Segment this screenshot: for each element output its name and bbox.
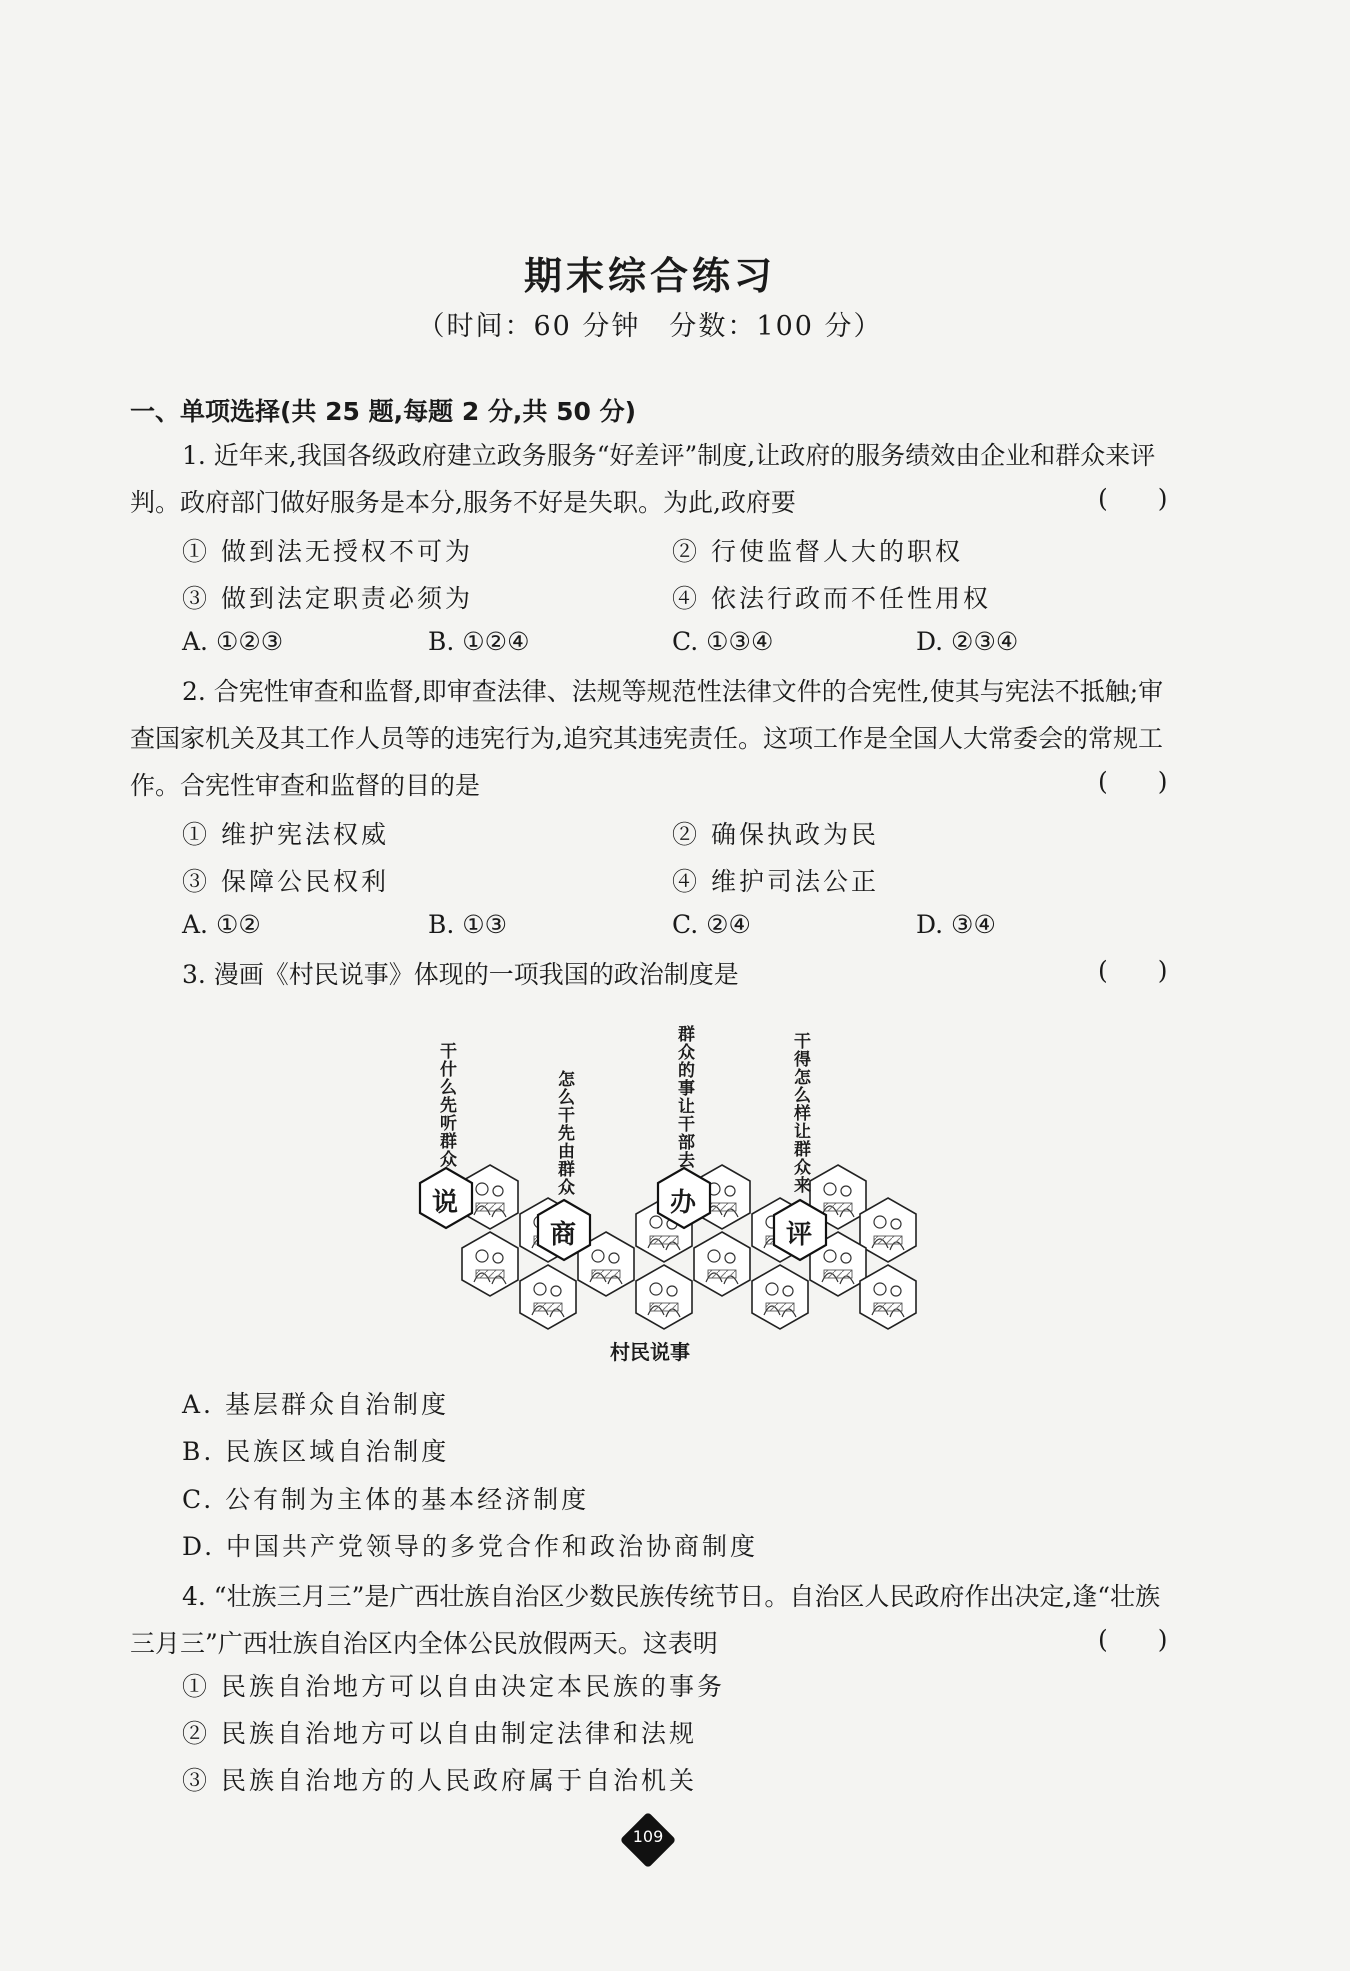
answer-blank-2[interactable]: ( ) bbox=[1098, 767, 1168, 796]
question-3-stem: 3. 漫画《村民说事》体现的一项我国的政治制度是 bbox=[182, 960, 739, 989]
answer-blank-1[interactable]: ( ) bbox=[1098, 484, 1168, 513]
q3-choice-c[interactable]: C. 公有制为主体的基本经济制度 bbox=[182, 1485, 590, 1514]
question-4-stem: 4. “壮族三月三”是广西壮族自治区少数民族传统节日。自治区人民政府作出决定,逢“壮族三月三”广西壮族自治区内全体公民放假两天。这表明 bbox=[130, 1582, 1161, 1658]
q3-choice-b[interactable]: B. 民族区域自治制度 bbox=[182, 1437, 450, 1466]
page-number-badge bbox=[620, 1812, 676, 1868]
q3-choice-a[interactable]: A. 基层群众自治制度 bbox=[182, 1390, 449, 1419]
q1-item-1: ① 做到法无授权不可为 bbox=[182, 537, 473, 566]
scene-hexagon bbox=[860, 1265, 916, 1329]
answer-blank-4[interactable]: ( ) bbox=[1098, 1625, 1168, 1654]
scene-hexagon bbox=[752, 1265, 808, 1329]
q4-item-1: ① 民族自治地方可以自由决定本民族的事务 bbox=[182, 1672, 725, 1701]
question-2-stem: 2. 合宪性审查和监督,即审查法律、法规等规范性法律文件的合宪性,使其与宪法不抵触;审查国家机关及其工作人员等的违宪行为,追究其违宪责任。这项工作是全国人大常委会的常规工作。合宪性审查和监督的目的是 bbox=[130, 677, 1164, 800]
q2-choice-b[interactable]: B. ①③ bbox=[428, 910, 508, 939]
q1-choice-b[interactable]: B. ①②④ bbox=[428, 627, 530, 656]
cartoon-char-shuo: 说 bbox=[432, 1188, 459, 1218]
cartoon-vertical-label-4: 干得怎么样让群众来 bbox=[790, 1032, 810, 1194]
section-heading: 一、单项选择(共 25 题,每题 2 分,共 50 分) bbox=[130, 397, 637, 426]
cartoon-vertical-label-2: 怎么干先由群众 bbox=[554, 1070, 574, 1196]
q4-item-2: ② 民族自治地方可以自由制定法律和法规 bbox=[182, 1719, 697, 1748]
page-title: 期末综合练习 bbox=[523, 254, 776, 298]
question-1-stem: 1. 近年来,我国各级政府建立政务服务“好差评”制度,让政府的服务绩效由企业和群众来评判。政府部门做好服务是本分,服务不好是失职。为此,政府要 bbox=[130, 441, 1156, 517]
q2-item-4: ④ 维护司法公正 bbox=[672, 867, 879, 896]
scene-hexagon bbox=[694, 1232, 750, 1296]
scene-hexagon bbox=[636, 1265, 692, 1329]
q3-choice-d[interactable]: D. 中国共产党领导的多党合作和政治协商制度 bbox=[182, 1532, 759, 1561]
exam-info: （时间：60 分钟 分数：100 分） bbox=[417, 311, 883, 342]
q1-choice-c[interactable]: C. ①③④ bbox=[672, 627, 774, 656]
q2-choice-c[interactable]: C. ②④ bbox=[672, 910, 751, 939]
q1-item-2: ② 行使监督人大的职权 bbox=[672, 537, 963, 566]
cartoon-hexagon-graphic bbox=[400, 1020, 920, 1335]
q1-choice-d[interactable]: D. ②③④ bbox=[916, 627, 1019, 656]
scene-hexagon bbox=[520, 1265, 576, 1329]
q1-item-3: ③ 做到法定职责必须为 bbox=[182, 584, 473, 613]
q2-item-1: ① 维护宪法权威 bbox=[182, 820, 389, 849]
cartoon-vertical-label-1: 干什么先听群众 bbox=[436, 1042, 456, 1168]
cartoon-vertical-label-3: 群众的事让干部去 bbox=[674, 1025, 694, 1169]
q4-item-3: ③ 民族自治地方的人民政府属于自治机关 bbox=[182, 1766, 697, 1795]
page-number: 109 bbox=[632, 1827, 664, 1846]
q2-item-3: ③ 保障公民权利 bbox=[182, 867, 389, 896]
q1-item-4: ④ 依法行政而不任性用权 bbox=[672, 584, 991, 613]
q1-choice-a[interactable]: A. ①②③ bbox=[182, 627, 284, 656]
answer-blank-3[interactable]: ( ) bbox=[1098, 956, 1168, 985]
cartoon-char-ban: 办 bbox=[670, 1188, 697, 1218]
scene-hexagon bbox=[462, 1232, 518, 1296]
cartoon-char-ping: 评 bbox=[786, 1220, 813, 1250]
cartoon-char-shang: 商 bbox=[550, 1220, 577, 1250]
scene-hexagon bbox=[860, 1198, 916, 1262]
cartoon-illustration bbox=[400, 1020, 920, 1335]
q2-choice-a[interactable]: A. ①② bbox=[182, 910, 261, 939]
q2-item-2: ② 确保执政为民 bbox=[672, 820, 879, 849]
cartoon-caption: 村民说事 bbox=[610, 1340, 690, 1364]
q2-choice-d[interactable]: D. ③④ bbox=[916, 910, 996, 939]
